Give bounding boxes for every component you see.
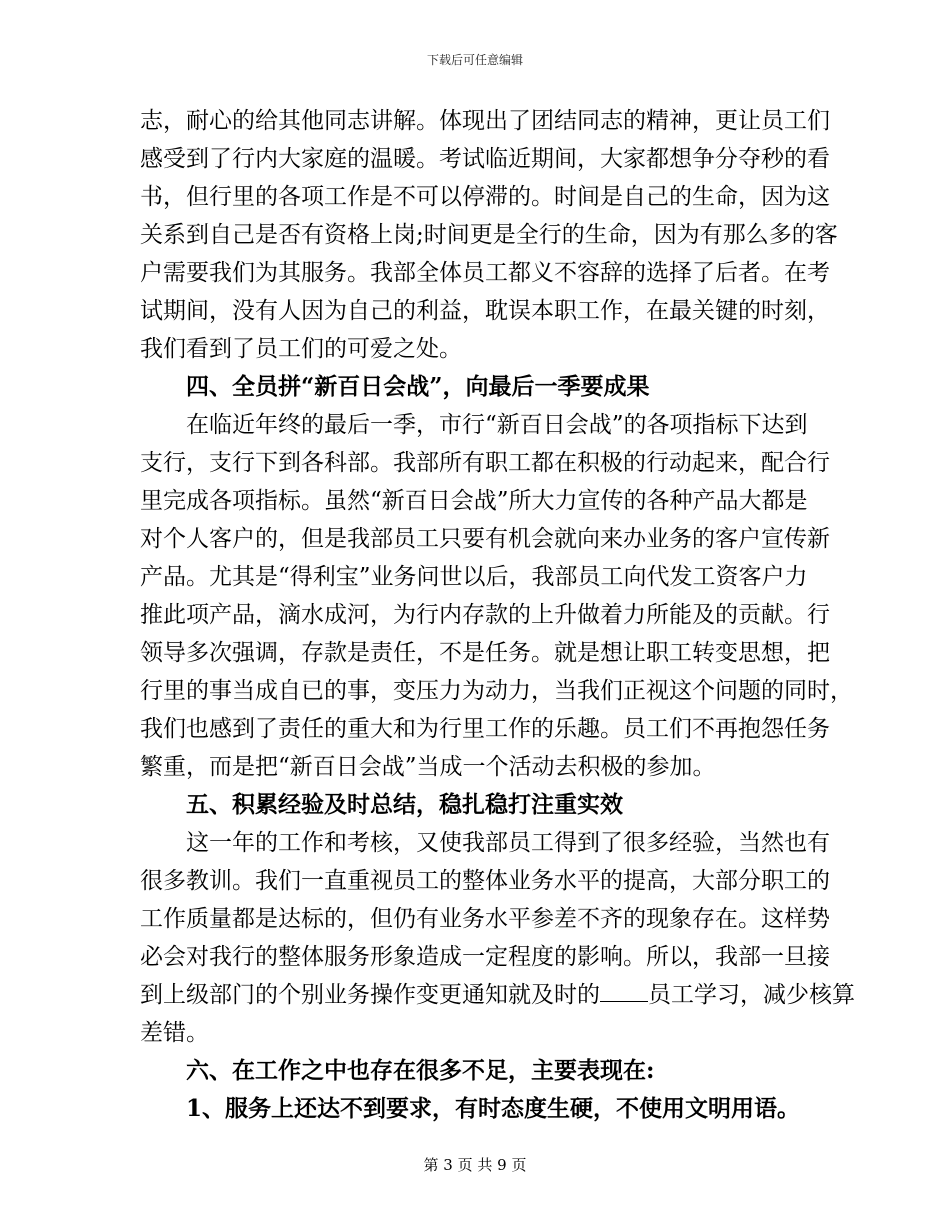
text-segment: 到上级部门的个别业务操作变更通知就及时的 [140,982,600,1008]
text-line: 领导多次强调，存款是责任，不是任务。就是想让职工转变思想，把 [140,640,830,666]
text-segment: 员工学习，减少核算 [648,982,855,1008]
fill-in-blank [600,983,648,1002]
text-line: 支行，支行下到各科部。我部所有职工都在积极的行动起来，配合行 [140,450,830,476]
text-line: 关系到自己是否有资格上岗;时间更是全行的生命，因为有那么多的客 [140,222,838,248]
text-line: 在临近年终的最后一季，市行“新百日会战”的各项指标下达到 [186,412,808,438]
section-heading-5: 五、积累经验及时总结，稳扎稳打注重实效 [186,791,623,818]
text-line: 书，但行里的各项工作是不可以停滞的。时间是自己的生命，因为这 [140,184,830,210]
text-line: 差错。 [140,1020,209,1046]
section-heading-4: 四、全员拼“新百日会战”，向最后一季要成果 [186,373,650,400]
text-line: 行里的事当成自已的事，变压力为动力，当我们正视这个问题的同时， [140,678,853,704]
section-heading-6: 六、在工作之中也存在很多不足，主要表现在: [186,1057,655,1084]
list-item-1: 1、服务上还达不到要求，有时态度生硬，不使用文明用语。 [186,1095,801,1122]
page-footer: 第 3 页 共 9 页 [423,1156,527,1174]
text-line: 这一年的工作和考核，又使我部员工得到了很多经验，当然也有 [186,830,830,856]
text-line: 感受到了行内大家庭的温暖。考试临近期间，大家都想争分夺秒的看 [140,146,830,172]
document-body [140,102,855,1128]
text-line: 试期间，没有人因为自己的利益，耽误本职工作，在最关键的时刻， [140,298,830,324]
text-line: 对个人客户的，但是我部员工只要有机会就向来办业务的客户宣传新 [140,526,830,552]
text-line: 很多教训。我们一直重视员工的整体业务水平的提高，大部分职工的 [140,868,830,894]
text-line: 推此项产品，滴水成河，为行内存款的上升做着力所能及的贡献。行 [140,602,830,628]
page-header: 下载后可任意编辑 [426,53,523,67]
text-line: 户需要我们为其服务。我部全体员工都义不容辞的选择了后者。在考 [140,260,830,286]
text-line: 我们看到了员工们的可爱之处。 [140,336,462,362]
text-line: 产品。尤其是“得利宝”业务问世以后，我部员工向代发工资客户力 [140,564,808,590]
text-line [140,976,855,1014]
text-line: 工作质量都是达标的，但仍有业务水平参差不齐的现象存在。这样势 [140,906,830,932]
text-line: 里完成各项指标。虽然“新百日会战”所大力宣传的各种产品大都是 [140,488,808,514]
text-line: 繁重，而是把“新百日会战”当成一个活动去积极的参加。 [140,754,716,780]
text-line: 我们也感到了责任的重大和为行里工作的乐趣。员工们不再抱怨任务 [140,716,830,742]
text-line: 志，耐心的给其他同志讲解。体现出了团结同志的精神，更让员工们 [140,108,830,134]
text-line: 必会对我行的整体服务形象造成一定程度的影响。所以，我部一旦接 [140,944,830,970]
